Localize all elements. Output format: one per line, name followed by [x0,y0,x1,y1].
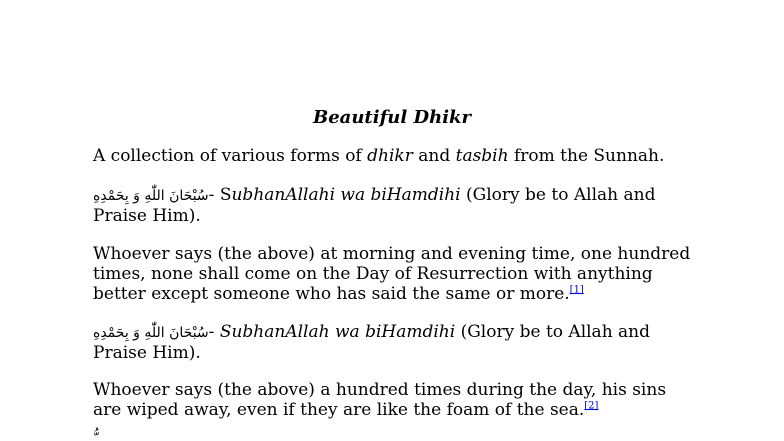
intro-text-middle: and [412,146,456,166]
partial-arabic-marks: ّ ُ [93,432,98,441]
arabic-phrase: سُبْحَانَ اللّٰهِ وَ بِحَمْدِهِ [93,325,209,341]
intro-paragraph [93,146,693,166]
translation: (Glory be to Allah and Praise Him). [93,322,651,363]
transliteration: SubhanAllah wa biHamdihi [219,322,456,342]
dash-separator: - [208,185,220,205]
translation: (Glory be to Allah and Praise Him). [93,185,656,226]
hadith-text: Whoever says (the above) a hundred times during the day, his sins are wiped away, even if they are like the foam of the sea. [93,380,667,420]
intro-term-tasbih: tasbih [455,146,509,166]
transliteration: ubhanAllahi wa biHamdihi [231,185,461,205]
dash-separator: - [208,322,220,342]
transliteration-lead: S [219,185,232,205]
hadith-text: Whoever says (the above) at morning and evening time, one hundred times, none shall come on the Day of Resurrection with anything better except someone who has said the same or more. [93,244,691,304]
footnote-link-2[interactable]: [2] [584,400,599,412]
partial-next-line [93,429,693,441]
hadith-paragraph-1 [93,244,693,304]
hadith-paragraph-2 [93,380,693,420]
dhikr-entry-1 [93,185,693,226]
intro-term-dhikr: dhikr [367,146,413,166]
page-title: Beautiful Dhikr [313,107,471,128]
arabic-phrase: سُبْحَانَ اللّٰهِ وَ بِحَمْدِهِ [93,188,209,204]
footnote-link-1[interactable]: [1] [569,284,584,296]
intro-text-after: from the Sunnah. [508,146,665,166]
intro-text-before: A collection of various forms of [93,146,368,166]
dhikr-entry-2 [93,322,693,363]
